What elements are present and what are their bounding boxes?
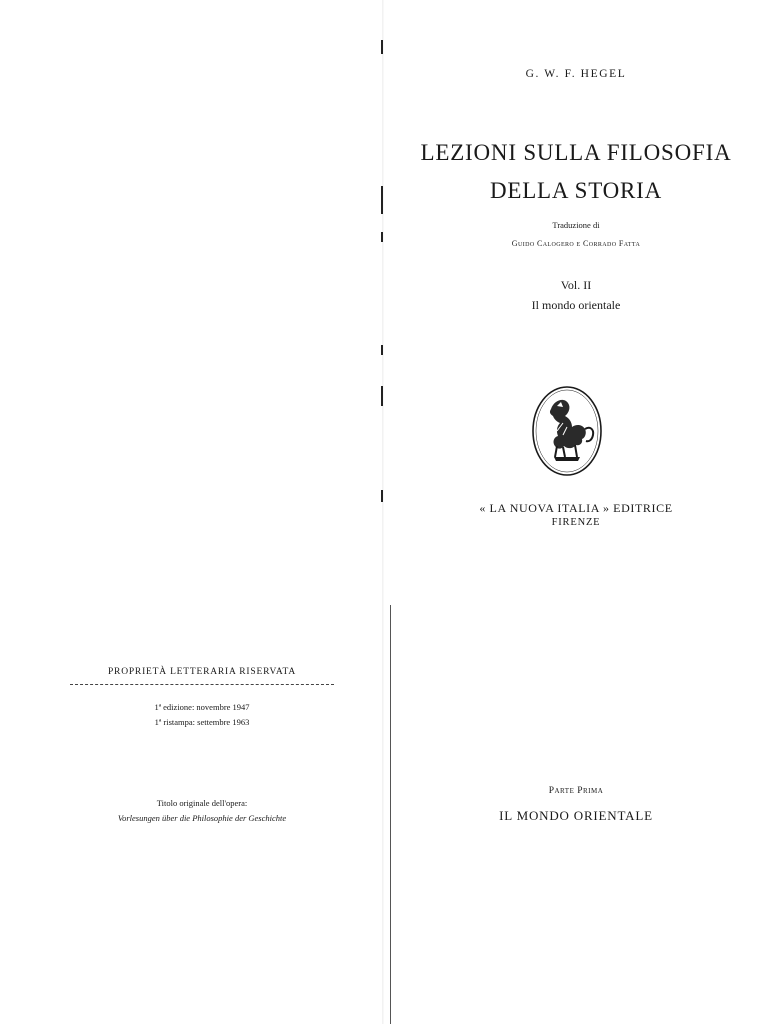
rights-notice: PROPRIETÀ LETTERARIA RISERVATA <box>107 667 297 677</box>
edition-line-1: 1ª edizione: novembre 1947 <box>154 702 250 712</box>
edition-line-2: 1ª ristampa: settembre 1963 <box>154 717 250 727</box>
publisher-city: FIRENZE <box>551 517 601 528</box>
part-label: Parte Prima <box>548 786 604 796</box>
gutter-mark <box>381 386 383 406</box>
translators: Guido Calogero e Corrado Fatta <box>511 239 641 248</box>
gutter-mark <box>381 186 383 214</box>
title-line-1: LEZIONI SULLA FILOSOFIA <box>420 140 732 165</box>
horse-emblem-icon <box>527 383 607 479</box>
gutter-mark <box>381 40 383 54</box>
gutter-mark <box>381 490 383 502</box>
publisher: « LA NUOVA ITALIA » EDITRICE <box>479 501 673 515</box>
gutter-mark <box>381 232 383 242</box>
original-title: Vorlesungen über die Philosophie der Geschichte <box>117 813 287 823</box>
author: G. W. F. HEGEL <box>525 68 627 80</box>
volume-title: Il mondo orientale <box>531 298 621 312</box>
part-title: IL MONDO ORIENTALE <box>499 808 653 823</box>
original-title-label: Titolo originale dell'opera: <box>156 798 248 808</box>
translation-label: Traduzione di <box>552 220 600 230</box>
volume: Vol. II <box>560 278 592 292</box>
gutter-mark <box>381 345 383 355</box>
right-page <box>384 0 768 1024</box>
title-line-2: DELLA STORIA <box>489 178 663 203</box>
dashed-divider <box>70 684 334 685</box>
